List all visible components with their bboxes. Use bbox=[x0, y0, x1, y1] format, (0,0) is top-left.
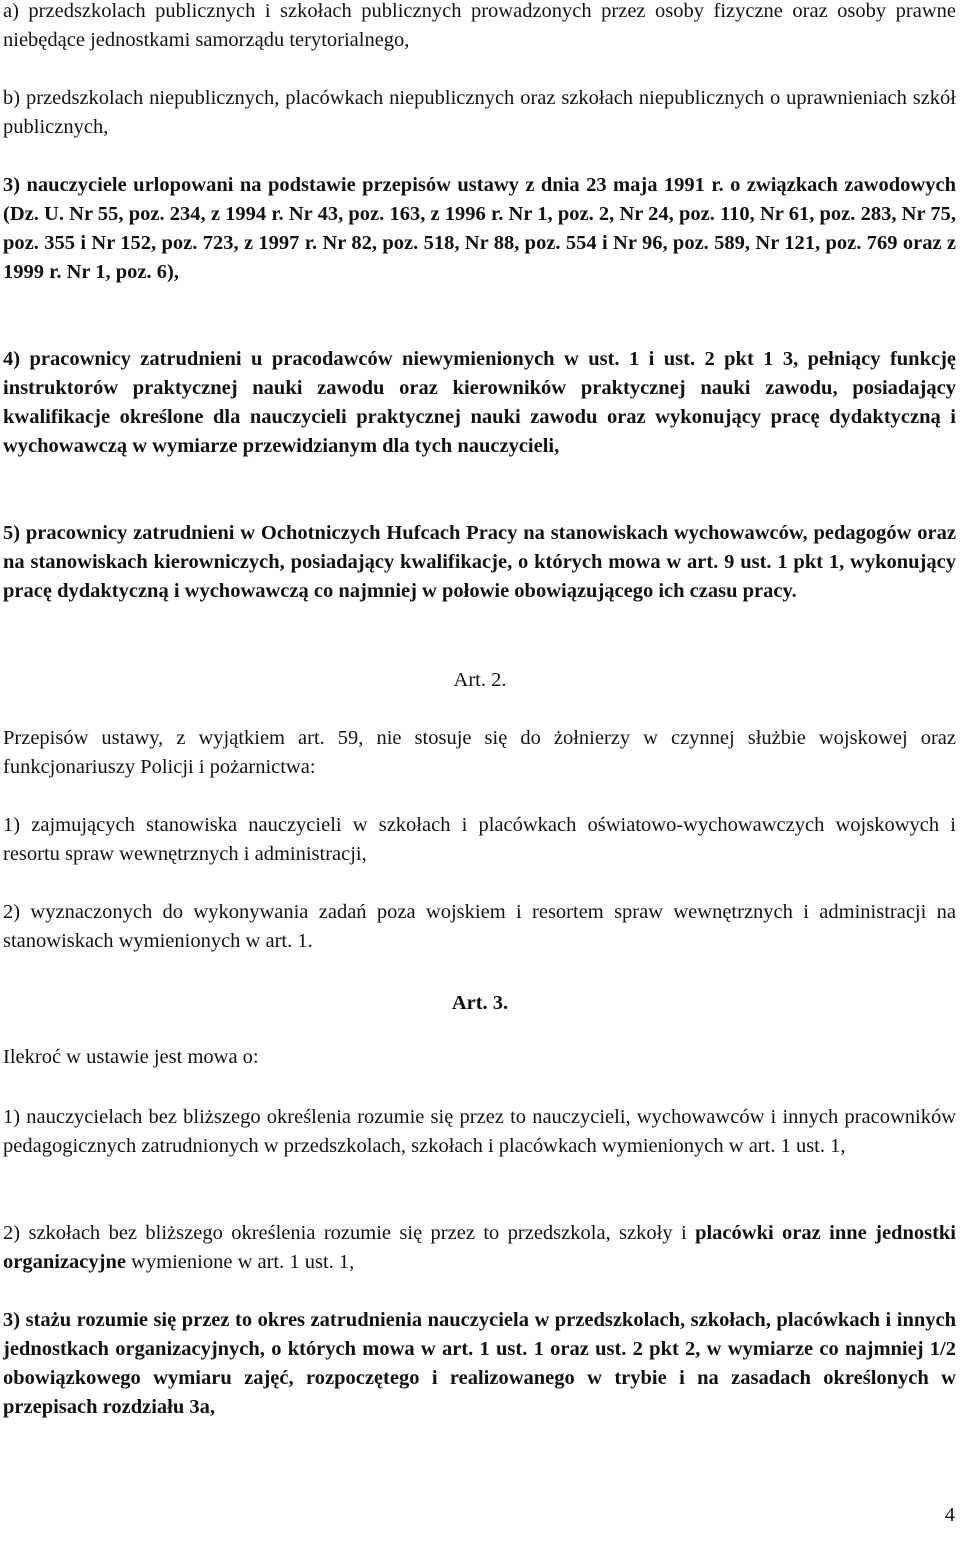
item-4: 4) pracownicy zatrudnieni u pracodawców niewymienionych w ust. 1 i ust. 2 pkt 1 3, pełniący funkcję instruktorów praktycznej nauki zawodu oraz kierowników praktycznej nauki zawodu, posiadający kwalifikacje określone dla nauczycieli praktycznej nauki zawodu oraz wykonujący pracę dydaktyczną i wychowawczą w wymiarze przewidzianym dla tych nauczycieli, bbox=[3, 348, 956, 457]
article-3-item-2-tail: wymienione w art. 1 ust. 1, bbox=[125, 1251, 355, 1273]
article-3-item-3: 3) stażu rozumie się przez to okres zatrudnienia nauczyciela w przedszkolach, szkołach, placówkach i innych jednostkach organizacyjnych, o których mowa w art. 1 ust. 1 oraz ust. 2 pkt 2, w wymiarze co najmniej 1/2 obowiązkowego wymiaru zajęć, rozpoczętego i realizowanego w trybie i na zasadach określonych w przepisach rozdziału 3a, bbox=[3, 1309, 956, 1418]
article-2-item-1: 1) zajmujących stanowiska nauczycieli w szkołach i placówkach oświatowo-wychowawczych wojskowych i resortu spraw wewnętrznych i administracji, bbox=[3, 814, 956, 865]
article-2-heading: Art. 2. bbox=[453, 669, 507, 691]
article-3-item-1: 1) nauczycielach bez bliższego określenia rozumie się przez to nauczycieli, wychowawców i innych pracowników pedagogicznych zatrudnionych w przedszkolach, szkołach i placówkach wymienionych w art. 1 ust. 1, bbox=[3, 1106, 956, 1157]
item-b: b) przedszkolach niepublicznych, placówkach niepublicznych oraz szkołach niepublicznych o uprawnieniach szkół publicznych, bbox=[3, 87, 956, 138]
article-2-intro: Przepisów ustawy, z wyjątkiem art. 59, nie stosuje się do żołnierzy w czynnej służbie wojskowej oraz funkcjonariuszy Policji i pożarnictwa: bbox=[3, 727, 956, 778]
article-3-item-2-text: 2) szkołach bez bliższego określenia rozumie się przez to przedszkola, szkoły i bbox=[3, 1222, 696, 1244]
page-number: 4 bbox=[944, 1504, 955, 1526]
article-3-item-2-emphasis: placówki oraz inne jednostki organizacyjne bbox=[3, 1222, 956, 1273]
item-3: 3) nauczyciele urlopowani na podstawie przepisów ustawy z dnia 23 maja 1991 r. o związkach zawodowych (Dz. U. Nr 55, poz. 234, z 1994 r. Nr 43, poz. 163, z 1996 r. Nr 1, poz. 2, Nr 24, poz. 110, Nr 61, poz. 283, Nr 75, poz. 355 i Nr 152, poz. 723, z 1997 r. Nr 82, poz. 518, Nr 88, poz. 554 i Nr 96, poz. 589, Nr 121, poz. 769 oraz z 1999 r. Nr 1, poz. 6), bbox=[3, 174, 956, 283]
item-a: a) przedszkolach publicznych i szkołach publicznych prowadzonych przez osoby fizyczne oraz osoby prawne niebędące jednostkami samorządu terytorialnego, bbox=[3, 0, 956, 51]
item-5: 5) pracownicy zatrudnieni w Ochotniczych Hufcach Pracy na stanowiskach wychowawców, pedagogów oraz na stanowiskach kierowniczych, posiadający kwalifikacje, o których mowa w art. 9 ust. 1 pkt 1, wykonujący pracę dydaktyczną i wychowawczą co najmniej w połowie obowiązującego ich czasu pracy. bbox=[3, 522, 956, 602]
article-3-heading: Art. 3. bbox=[451, 992, 509, 1014]
article-3-intro: Ilekroć w ustawie jest mowa o: bbox=[3, 1046, 259, 1068]
article-3-item-2 bbox=[3, 1219, 956, 1277]
article-2-item-2: 2) wyznaczonych do wykonywania zadań poza wojskiem i resortem spraw wewnętrznych i administracji na stanowiskach wymienionych w art. 1. bbox=[3, 901, 956, 952]
